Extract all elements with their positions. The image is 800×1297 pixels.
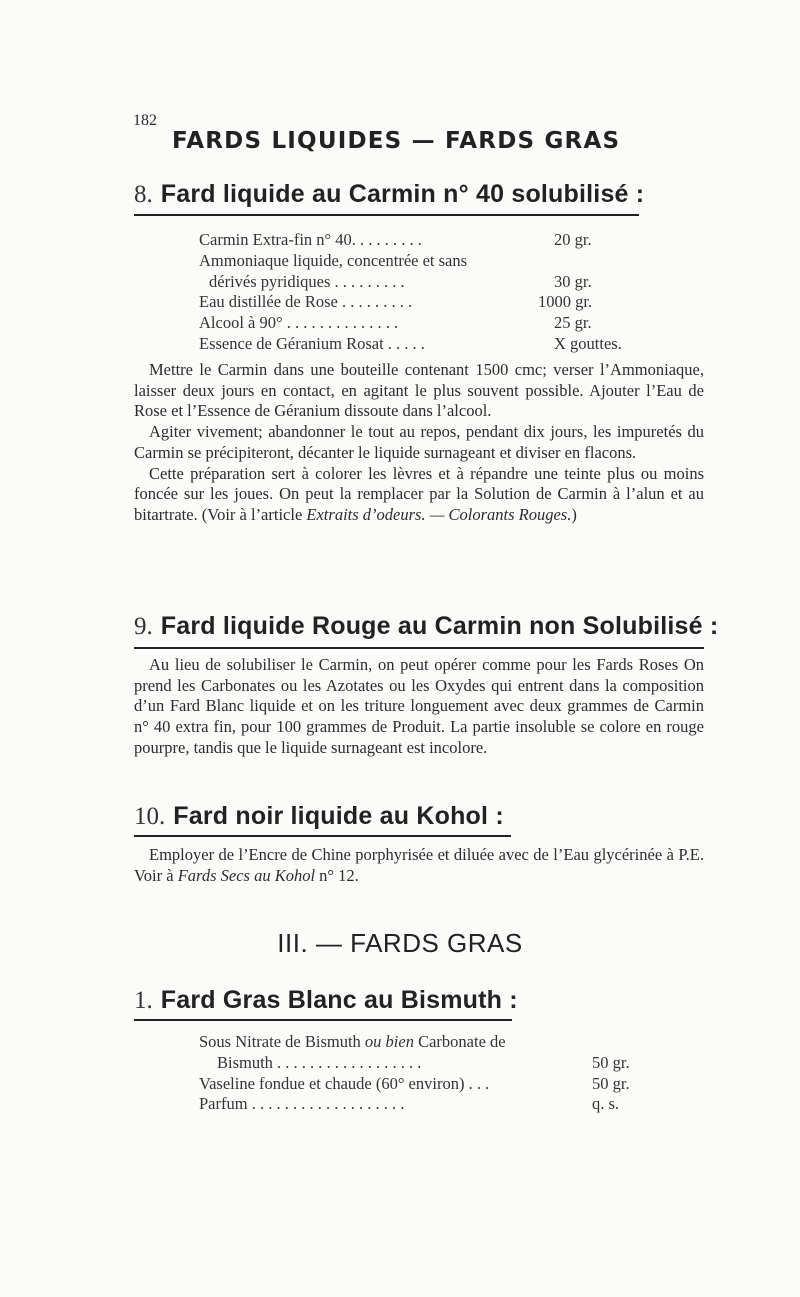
reference-italic: Fards Secs au Kohol [177, 865, 316, 885]
recipe-ingredient: Bismuth . . . . . . . . . . . . . . . . . . [217, 1052, 422, 1072]
paragraph: Mettre le Carmin dans une bouteille contenant 1500 cmc; verser l’Ammoniaque, laisser deux jours en contact, en agitant le plus souvent possible. Ajouter l’Eau de Rose et l’Essence de Géranium dissoute dans l’alcool. [134, 360, 704, 421]
recipe-ingredient: Carmin Extra-fin n° 40. . . . . . . . . [199, 230, 422, 249]
recipe-quantity: 20 gr. [554, 230, 592, 249]
recipe-quantity: q. s. [592, 1094, 620, 1114]
section-8-rule [134, 214, 639, 216]
section-9-number: 9. [134, 613, 153, 640]
recipe-ingredient: Parfum . . . . . . . . . . . . . . . . . . . [199, 1094, 405, 1114]
recipe-ingredient: Essence de Géranium Rosat . . . . . [199, 333, 425, 353]
recipe-quantity: 50 gr. [592, 1052, 630, 1072]
recipe-line [199, 1032, 659, 1053]
section-10-title: Fard noir liquide au Kohol : [173, 802, 504, 830]
recipe-line [199, 1053, 659, 1074]
recipe-quantity: 1000 gr. [538, 292, 593, 312]
page-number: 182 [133, 112, 157, 129]
section-8-number: 8. [134, 181, 153, 208]
recipe-line [199, 251, 619, 272]
paragraph: Employer de l’Encre de Chine porphyrisée et diluée avec de l’Eau glycérinée à P.E. Voir à Fards Secs au Kohol n° 12. [134, 845, 704, 885]
section-10-rule [134, 835, 511, 837]
recipe-line [199, 230, 619, 251]
section-9-rule [134, 647, 704, 649]
recipe-quantity: X gouttes. [554, 333, 622, 353]
reference-italic: Extraits d’odeurs. — Colorants Rouges. [306, 504, 572, 524]
recipe-line [199, 292, 619, 313]
section-8-heading [134, 180, 644, 209]
section-1-rule [134, 1019, 512, 1021]
section-10-heading [134, 802, 644, 831]
section-8-title: Fard liquide au Carmin n° 40 solubilisé : [160, 180, 645, 208]
section-10-text [134, 845, 704, 886]
recipe-ingredient: Vaseline fondue et chaude (60° environ) . . . [199, 1073, 490, 1093]
recipe-ingredient: dérivés pyridiques . . . . . . . . . [209, 271, 405, 291]
recipe-line [199, 272, 619, 293]
recipe-ingredient: Alcool à 90° . . . . . . . . . . . . . . [199, 313, 399, 333]
recipe-quantity: 25 gr. [554, 313, 592, 333]
recipe-line [199, 1094, 659, 1115]
section-1-number: 1. [134, 987, 153, 1014]
paragraph: Agiter vivement; abandonner le tout au repos, pendant dix jours, les impuretés du Carmin se précipiteront, décanter le liquide surnageant et diviser en flacons. [134, 422, 704, 462]
section-10-number: 10. [134, 803, 166, 830]
running-head: FARDS LIQUIDES — FARDS GRAS [172, 128, 621, 154]
recipe-ingredient: Sous Nitrate de Bismuth ou bien Carbonate de [199, 1032, 506, 1051]
recipe-ingredient: Eau distillée de Rose . . . . . . . . . [199, 292, 413, 312]
recipe-line [199, 1074, 659, 1095]
section-9-text [134, 655, 704, 759]
paragraph: Cette préparation sert à colorer les lèvres et à répandre une teinte plus ou moins foncée sur les joues. On peut la remplacer par la Solution de Carmin à l’alun et au bitartrate. (Voir à l’article Extraits d’odeurs. — Colorants Rouges.) [134, 463, 704, 524]
paragraph: Au lieu de solubiliser le Carmin, on peut opérer comme pour les Fards Roses On prend les Carbonates ou les Azotates ou les Oxydes qui entrent dans la composition d’un Fard Blanc liquide et on les triture longuement avec deux grammes de Carmin n° 40 extra fin, pour 100 grammes de Produit. La partie insoluble se colore en rouge pourpre, tandis que le liquide surnageant est incolore. [134, 655, 704, 757]
recipe-ingredient: Ammoniaque liquide, concentrée et sans [199, 250, 468, 270]
section-9-title: Fard liquide Rouge au Carmin non Solubilisé : [160, 612, 719, 640]
recipe-line [199, 333, 622, 355]
section-8-recipe [199, 230, 622, 355]
section-8-text [134, 360, 704, 526]
part-heading: III. — FARDS GRAS [277, 928, 523, 958]
section-1-heading [134, 986, 644, 1015]
section-1-recipe [199, 1032, 659, 1115]
section-9-heading [134, 612, 719, 641]
recipe-quantity: 30 gr. [554, 271, 592, 291]
recipe-quantity: 50 gr. [592, 1073, 630, 1093]
recipe-line [199, 313, 619, 334]
section-1-title: Fard Gras Blanc au Bismuth : [160, 986, 518, 1014]
